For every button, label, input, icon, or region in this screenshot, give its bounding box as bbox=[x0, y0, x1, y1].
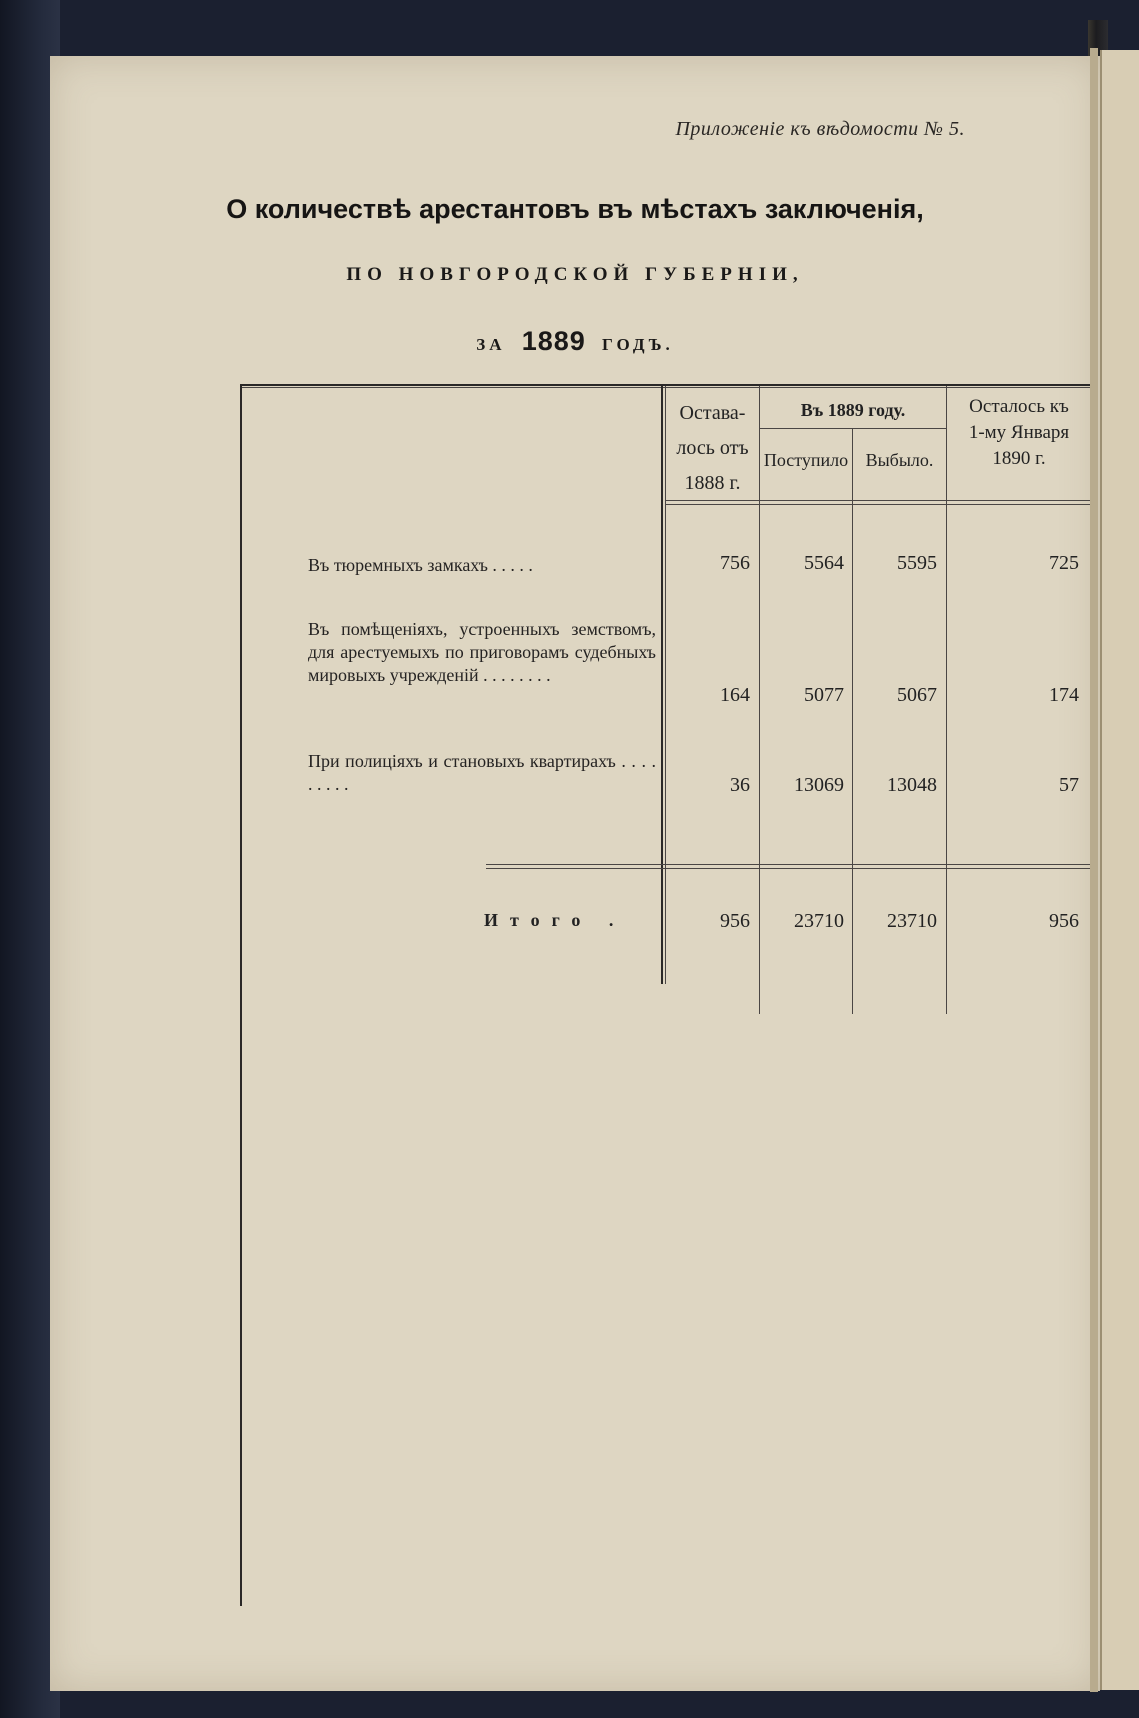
cell-zemstvo-remaining: 174 bbox=[1049, 684, 1079, 706]
table-left-rule bbox=[240, 384, 242, 1606]
cell-prisons-remaining: 725 bbox=[1049, 552, 1079, 574]
cell-total-remaining: 956 bbox=[1049, 910, 1079, 932]
year-prefix: ЗА bbox=[476, 335, 506, 354]
row-label-police-quarters: При полицiяхъ и становыхъ квартирахъ . . . . . . . . . bbox=[308, 751, 656, 794]
header-remained-from: Остава-лось отъ 1888 г. bbox=[676, 402, 749, 494]
page-subtitle: ПО НОВГОРОДСКОЙ ГУБЕРНIИ, bbox=[346, 264, 804, 285]
total-top-rule-2 bbox=[486, 868, 1092, 869]
document-page bbox=[50, 56, 1100, 1691]
cell-zemstvo-received: 5077 bbox=[804, 684, 844, 706]
cell-police-received: 13069 bbox=[794, 774, 844, 796]
col-divider-label bbox=[661, 386, 663, 984]
appendix-note: Приложенiе къ вѣдомости № 5. bbox=[675, 118, 965, 140]
page-title: О количествѣ арестантовъ въ мѣстахъ заключенiя, bbox=[226, 194, 924, 224]
cell-police-left: 13048 bbox=[887, 774, 937, 796]
total-label: Итого . bbox=[484, 910, 626, 930]
header-received: Поступило bbox=[763, 450, 849, 470]
cell-police-remaining: 57 bbox=[1059, 774, 1079, 796]
cell-total-remained: 956 bbox=[720, 910, 750, 932]
year-value: 1889 bbox=[521, 326, 586, 356]
year-line bbox=[50, 326, 1100, 357]
header-remaining-to: Осталось къ 1-му Января 1890 г. bbox=[968, 396, 1070, 469]
cell-police-remained: 36 bbox=[730, 774, 750, 796]
header-left: Выбыло. bbox=[865, 450, 934, 470]
cell-prisons-received: 5564 bbox=[804, 552, 844, 574]
header-in-year: Въ 1889 году. bbox=[800, 400, 906, 420]
cell-prisons-remained: 756 bbox=[720, 552, 750, 574]
page-edge bbox=[1090, 48, 1098, 1692]
year-suffix: ГОДЪ. bbox=[602, 335, 674, 354]
next-page-edge bbox=[1100, 50, 1139, 1690]
cell-prisons-left: 5595 bbox=[897, 552, 937, 574]
cell-total-left: 23710 bbox=[887, 910, 937, 932]
cell-zemstvo-remained: 164 bbox=[720, 684, 750, 706]
cell-zemstvo-left: 5067 bbox=[897, 684, 937, 706]
row-label-prisons: Въ тюремныхъ замкахъ . . . . . bbox=[308, 555, 533, 575]
header-bottom-rule-2 bbox=[665, 504, 1091, 505]
cell-total-received: 23710 bbox=[794, 910, 844, 932]
row-label-zemstvo-premises: Въ помѣщенiяхъ, устроенныхъ земствомъ, для арестуемыхъ по приговорамъ судебныхъ мировыхъ учрежденiй . . . . . . . . bbox=[308, 619, 656, 685]
in-year-underline bbox=[760, 428, 946, 429]
total-top-rule bbox=[486, 864, 1092, 865]
